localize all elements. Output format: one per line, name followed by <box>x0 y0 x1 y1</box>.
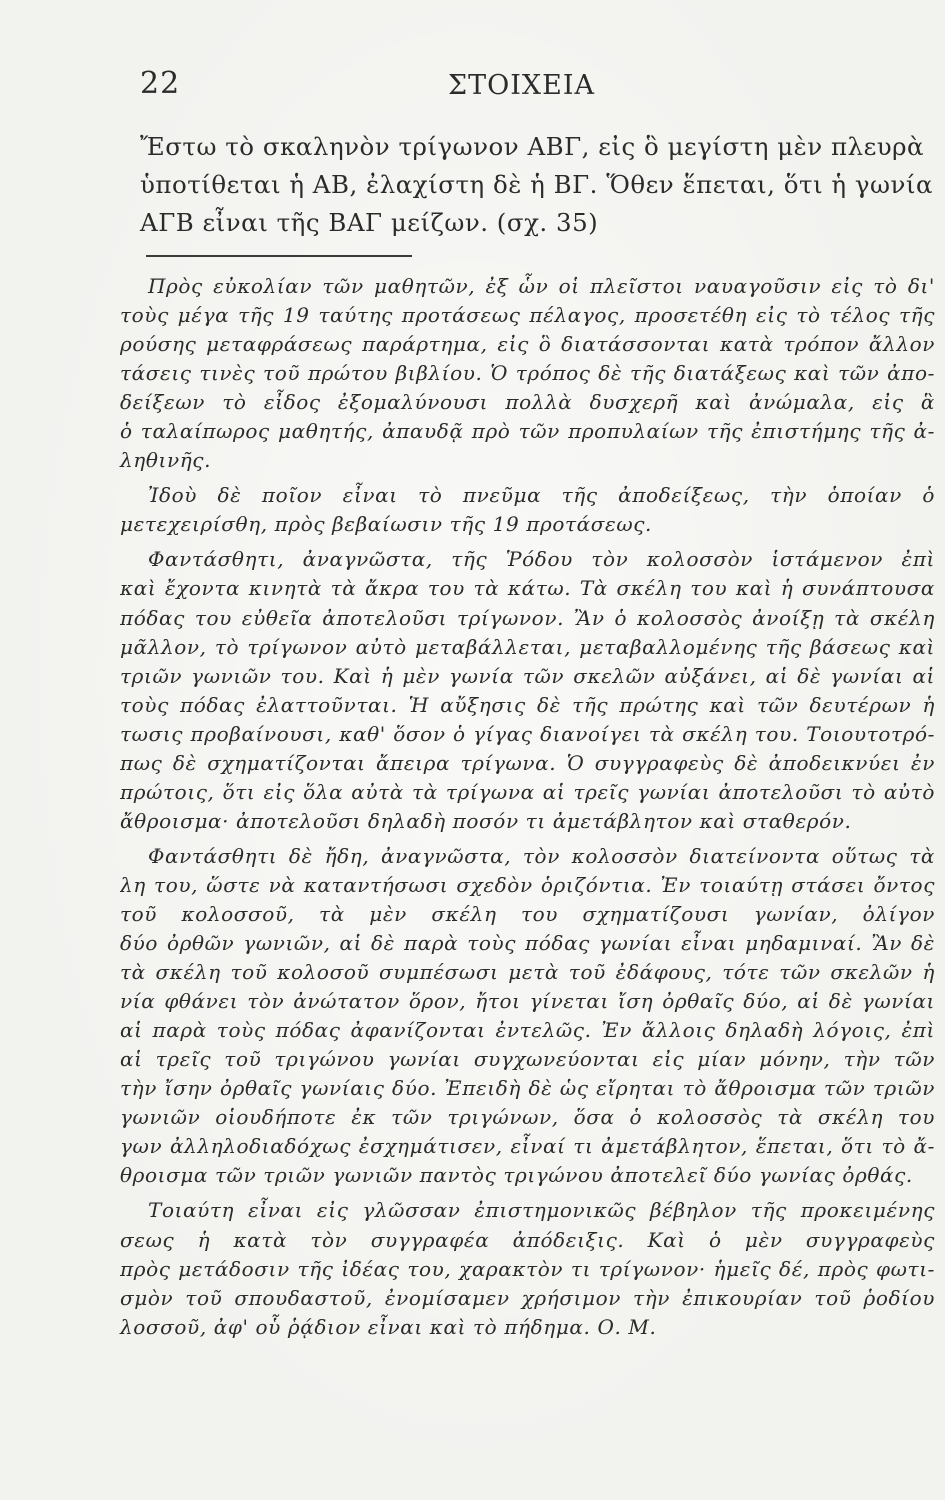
text-line: τοὺς πόδας ἐλαττοῦνται. Ἡ αὔξησις δὲ τῆς πρώτης καὶ τῶν δευτέρων ἡ <box>120 692 935 717</box>
commentary-body <box>120 272 935 1342</box>
text-line: Τοιαύτη εἶναι εἰς γλῶσσαν ἐπιστημονικῶς βέβηλον τῆς προκειμένης <box>148 1198 935 1223</box>
text-line: καὶ ἔχοντα κινητὰ τὰ ἄκρα του τὰ κάτω. Τὰ σκέλη του καὶ ἡ συνάπτουσα <box>120 576 935 601</box>
section-rule <box>146 255 412 257</box>
text-line: λη του, ὥστε νὰ καταντήσωσι σχεδὸν ὁριζόντια. Ἐν τοιαύτῃ στάσει ὄντος <box>120 872 935 897</box>
text-line: τωσις προβαίνουσι, καθ' ὅσον ὁ γίγας διανοίγει τὰ σκέλη του. Τοιουτοτρό- <box>120 721 935 746</box>
text-line: αἱ παρὰ τοὺς πόδας ἀφανίζονται ἐντελῶς. Ἐν ἄλλοις δηλαδὴ λόγοις, ἐπὶ <box>120 1018 935 1043</box>
text-line: τὴν ἴσην ὀρθαῖς γωνίαις δύο. Ἐπειδὴ δὲ ὡς εἴρηται τὸ ἄθροισμα τῶν τριῶν <box>120 1076 935 1101</box>
text-line: αἱ τρεῖς τοῦ τριγώνου γωνίαι συγχωνεύονται εἰς μίαν μόνην, τὴν τῶν <box>120 1047 935 1072</box>
text-line: γωνιῶν οἱουδήποτε ἐκ τῶν τριγώνων, ὅσα ὁ κολοσσὸς τὰ σκέλη του <box>120 1105 935 1130</box>
statement-line: ὑποτίθεται ἡ ΑΒ, ἐλαχίστη δὲ ἡ ΒΓ. Ὅθεν ἕπεται, ὅτι ἡ γωνία <box>140 170 934 199</box>
text-line: Πρὸς εὐκολίαν τῶν μαθητῶν, ἐξ ὧν οἱ πλεῖστοι ναυαγοῦσιν εἰς τὸ δι' <box>148 274 935 298</box>
text-line: δύο ὀρθῶν γωνιῶν, αἱ δὲ παρὰ τοὺς πόδας γωνίαι εἶναι μηδαμιναί. Ἂν δὲ <box>120 931 935 956</box>
text-line: ὁ ταλαίπωρος μαθητής, ἀπαυδᾷ πρὸ τῶν προπυλαίων τῆς ἐπιστήμης τῆς ἀ- <box>120 419 935 444</box>
text-line: νία φθάνει τὸν ἀνώτατον ὅρον, ἤτοι γίνεται ἴση ὀρθαῖς δύο, αἱ δὲ γωνίαι <box>120 989 935 1014</box>
text-line: μετεχειρίσθη, πρὸς βεβαίωσιν τῆς 19 προτάσεως. <box>120 512 653 537</box>
text-line: πως δὲ σχηματίζονται ἄπειρα τρίγωνα. Ὁ συγγραφεὺς δὲ ἀποδεικνύει ἐν <box>120 750 935 775</box>
text-line: Φαντάσθητι δὲ ἤδη, ἀναγνῶστα, τὸν κολοσσὸν διατείνοντα οὕτως τὰ <box>148 843 935 868</box>
text-line: ἄθροισμα· ἀποτελοῦσι δηλαδὴ ποσόν τι ἀμετάβλητον καὶ σταθερόν. <box>120 808 852 833</box>
running-title: ΣΤΟΙΧΕΙΑ <box>448 70 595 101</box>
page-number: 22 <box>140 66 181 101</box>
text-line: λοσσοῦ, ἀφ' οὗ ῥᾴδιον εἶναι καὶ τὸ πήδημα. Ο. Μ. <box>120 1314 657 1339</box>
text-line: τὰ σκέλη τοῦ κολοσοῦ συμπέσωσι μετὰ τοῦ ἐδάφους, τότε τῶν σκελῶν ἡ <box>120 960 935 985</box>
text-line: ληθινῆς. <box>120 448 212 473</box>
text-line: Φαντάσθητι, ἀναγνῶστα, τῆς Ῥόδου τὸν κολοσσὸν ἱστάμενον ἐπὶ <box>148 547 935 572</box>
text-line: ρούσης μεταφράσεως παράρτημα, εἰς ὃ διατάσσονται κατὰ τρόπον ἄλλον <box>120 332 935 357</box>
text-line: δείξεων τὸ εἶδος ἐξομαλύνουσι πολλὰ δυσχερῆ καὶ ἀνώμαλα, εἰς ἃ <box>120 390 935 415</box>
text-line: τάσεις τινὲς τοῦ πρώτου βιβλίου. Ὁ τρόπος δὲ τῆς διατάξεως καὶ τῶν ἀπο- <box>120 361 935 386</box>
text-line: τριῶν γωνιῶν του. Καὶ ἡ μὲν γωνία τῶν σκελῶν αὐξάνει, αἱ δὲ γωνίαι αἱ <box>120 663 935 688</box>
text-line: τοῦ κολοσσοῦ, τὰ μὲν σκέλη του σχηματίζουσι γωνίαν, ὀλίγον <box>120 901 935 926</box>
text-line: πρώτοις, ὅτι εἰς ὅλα αὐτὰ τὰ τρίγωνα αἱ τρεῖς γωνίαι ἀποτελοῦσι τὸ αὐτὸ <box>120 779 935 804</box>
text-line: μᾶλλον, τὸ τρίγωνον αὐτὸ μεταβάλλεται, μεταβαλλομένης τῆς βάσεως καὶ <box>120 634 935 659</box>
text-line: γων ἀλληλοδιαδόχως ἐσχημάτισεν, εἶναί τι ἀμετάβλητον, ἕπεται, ὅτι τὸ ἄ- <box>120 1134 935 1159</box>
text-line: Ἰδοὺ δὲ ποῖον εἶναι τὸ πνεῦμα τῆς ἀποδείξεως, τὴν ὁποίαν ὁ <box>148 483 935 508</box>
text-line: σμὸν τοῦ σπουδαστοῦ, ἐνομίσαμεν χρήσιμον τὴν ἐπικουρίαν τοῦ ῥοδίου <box>120 1285 935 1310</box>
page-header <box>140 66 930 110</box>
text-line: σεως ἡ κατὰ τὸν συγγραφέα ἀπόδειξις. Καὶ ὁ μὲν συγγραφεὺς <box>120 1227 935 1252</box>
text-line: τοὺς μέγα τῆς 19 ταύτης προτάσεως πέλαγος, προσετέθη εἰς τὸ τέλος τῆς <box>120 303 935 328</box>
text-line: θροισμα τῶν τριῶν γωνιῶν παντὸς τριγώνου ἀποτελεῖ δύο γωνίας ὀρθάς. <box>120 1163 913 1188</box>
statement-line: Ἔστω τὸ σκαληνὸν τρίγωνον ΑΒΓ, εἰς ὃ μεγίστη μὲν πλευρὰ <box>140 132 925 161</box>
text-line: πόδας του εὐθεῖα ἀποτελοῦσι τρίγωνον. Ἂν ὁ κολοσσὸς ἀνοίξῃ τὰ σκέλη <box>120 605 935 630</box>
proposition-statement <box>140 128 934 242</box>
statement-line: ΑΓΒ εἶναι τῆς ΒΑΓ μείζων. (σχ. 35) <box>140 208 599 237</box>
text-line: πρὸς μετάδοσιν τῆς ἰδέας του, χαρακτὸν τι τρίγωνον· ἡμεῖς δέ, πρὸς φωτι- <box>120 1256 935 1281</box>
